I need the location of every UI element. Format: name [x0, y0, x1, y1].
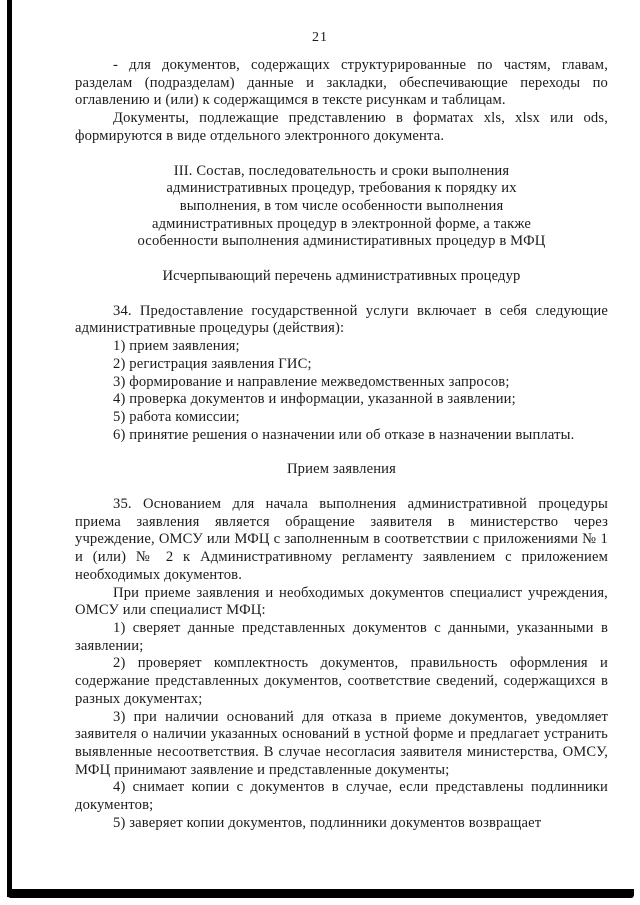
subsection-heading-priem: Прием заявления — [286, 461, 396, 478]
list-item-35: 1) сверяет данные представленных документов с данными, указанными в заявлении; — [75, 619, 608, 654]
paragraph-priem-intro: При приеме заявления и необходимых документов специалист учреждения, ОМСУ или специалист МФЦ: — [75, 584, 608, 619]
paragraph-34-intro: 34. Предоставление государственной услуги включает в себя следующие административные процедуры (действия): — [75, 302, 608, 337]
section-heading-line: административных процедур, требования к порядку их — [166, 180, 517, 197]
paragraph-xls-formats: Документы, подлежащие представлению в форматах xls, xlsx или ods, формируются в виде отдельного электронного документа. — [75, 110, 608, 144]
list-item-35: 4) снимает копии с документов в случае, если представлены подлинники документов; — [75, 779, 608, 814]
section-heading — [75, 163, 608, 252]
list-item-34: 4) проверка документов и информации, указанной в заявлении; — [113, 391, 516, 408]
list-item-34: 1) прием заявления; — [113, 338, 240, 355]
scan-border-bottom — [7, 889, 634, 898]
list-item-34: 5) работа комиссии; — [113, 408, 240, 425]
section-heading-line: III. Состав, последовательность и сроки выполнения — [173, 162, 510, 179]
paragraph-35-intro: 35. Основанием для начала выполнения административной процедуры приема заявления является обращение заявителя в министерство через учреждение, ОМСУ или МФЦ с заполненным в соответствии с приложениями № 1 и (или) № 2 к Административному регламенту заявлением с приложением необходимых документов. — [75, 496, 608, 583]
subsection-heading-list: Исчерпывающий перечень административных процедур — [162, 268, 521, 285]
section-heading-line: выполнения, в том числе особенности выполнения — [179, 197, 504, 214]
list-item-35: 5) заверяет копии документов, подлинники документов возвращает — [113, 814, 542, 831]
list-item-34: 2) регистрация заявления ГИС; — [113, 355, 312, 372]
list-item-35: 2) проверяет комплектность документов, правильность оформления и содержание представленных документов, соответствие сведений, содержащихся в разных документах; — [75, 655, 608, 707]
paragraph-documents-structured: - для документов, содержащих структурированные по частям, главам, разделам (подразделам) данные и закладки, обеспечивающие переходы по оглавлению и (или) к содержащимся в тексте рисункам и таблицам. — [75, 57, 608, 109]
list-item-34: 6) принятие решения о назначении или об отказе в назначении выплаты. — [113, 426, 575, 443]
list-item-34: 3) формирование и направление межведомственных запросов; — [113, 373, 510, 390]
scan-border-left — [7, 0, 12, 897]
section-heading-line: особенности выполнения администиративных процедур в МФЦ — [137, 233, 546, 250]
list-item-35: 3) при наличии оснований для отказа в приеме документов, уведомляет заявителя о наличии указанных оснований в устной форме и предлагает устранить выявленные несоответствия. В случае несогласия заявителя министерства, ОМСУ, МФЦ принимают заявление и представленные документы; — [75, 708, 608, 778]
page-number: 21 — [312, 30, 328, 45]
page-content — [75, 57, 608, 832]
section-heading-line: административных процедур в электронной форме, а также — [151, 215, 532, 232]
